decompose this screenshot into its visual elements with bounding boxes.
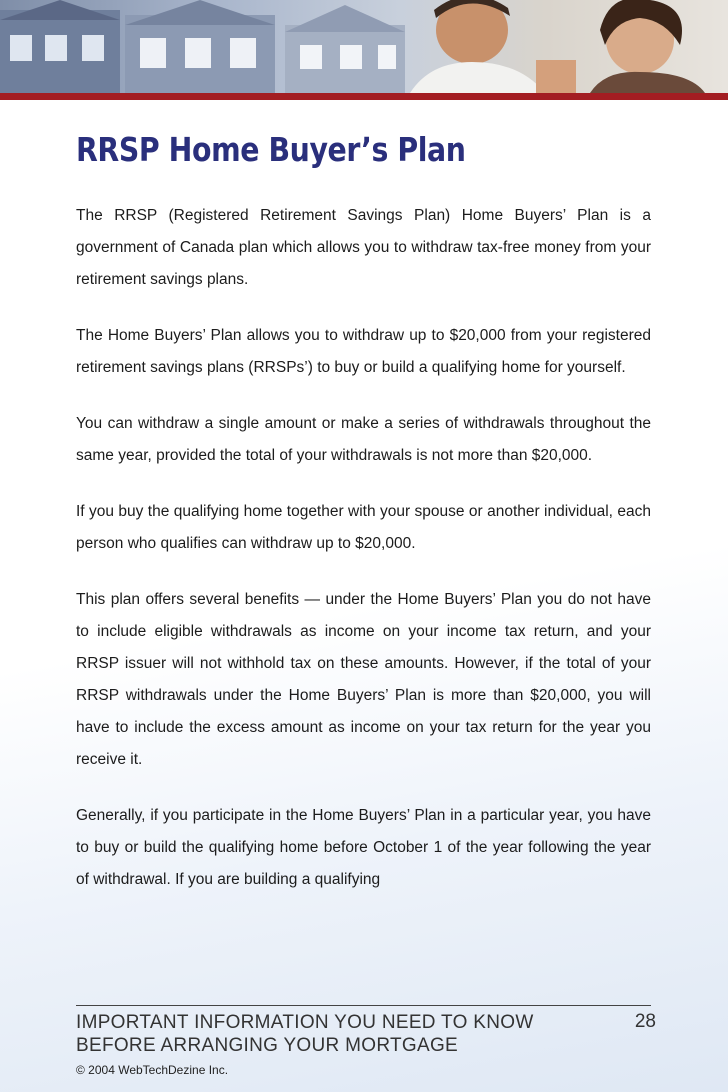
page-title: RRSP Home Buyer’s Plan bbox=[76, 130, 466, 169]
paragraph-spouse: If you buy the qualifying home together with your spouse or another individual, each person who qualifies can withdraw up to $20,000. bbox=[76, 503, 651, 552]
paragraph-withdraw-limit: The Home Buyers’ Plan allows you to withdraw up to $20,000 from your registered retirement savings plans (RRSPs’) to buy or build a qualifying home for yourself. bbox=[76, 327, 651, 376]
header-accent-rule bbox=[0, 93, 728, 100]
footer-caption bbox=[76, 1011, 556, 1057]
houses-and-people-photo bbox=[0, 0, 728, 93]
paragraph-benefits: This plan offers several benefits — under the Home Buyers’ Plan you do not have to include eligible withdrawals as income on your income tax return, and your RRSP issuer will not withhold tax on these amounts. However, if the total of your RRSP withdrawals under the Home Buyers’ Plan is more than $20,000, you will have to include the excess amount as income on your tax return for the year you receive it. bbox=[76, 591, 651, 768]
paragraph-intro: The RRSP (Registered Retirement Savings Plan) Home Buyers’ Plan is a government of Canada plan which allows you to withdraw tax-free money from your retirement savings plans. bbox=[76, 207, 651, 288]
paragraph-series-withdrawals: You can withdraw a single amount or make a series of withdrawals throughout the same year, provided the total of your withdrawals is not more than $20,000. bbox=[76, 415, 651, 464]
page-number: 28 bbox=[634, 1011, 656, 1032]
header-photo-banner bbox=[0, 0, 728, 93]
footer-divider bbox=[76, 1005, 651, 1006]
paragraph-deadline: Generally, if you participate in the Home Buyers’ Plan in a particular year, you have to buy or build the qualifying home before October 1 of the year following the year of withdrawal. If you are building a qualifying bbox=[76, 807, 651, 888]
body-text bbox=[76, 200, 651, 920]
footer-line-1: IMPORTANT INFORMATION YOU NEED TO KNOW bbox=[76, 1012, 534, 1033]
copyright-notice: © 2004 WebTechDezine Inc. bbox=[76, 1063, 229, 1077]
footer-line-2: BEFORE ARRANGING YOUR MORTGAGE bbox=[76, 1035, 459, 1056]
